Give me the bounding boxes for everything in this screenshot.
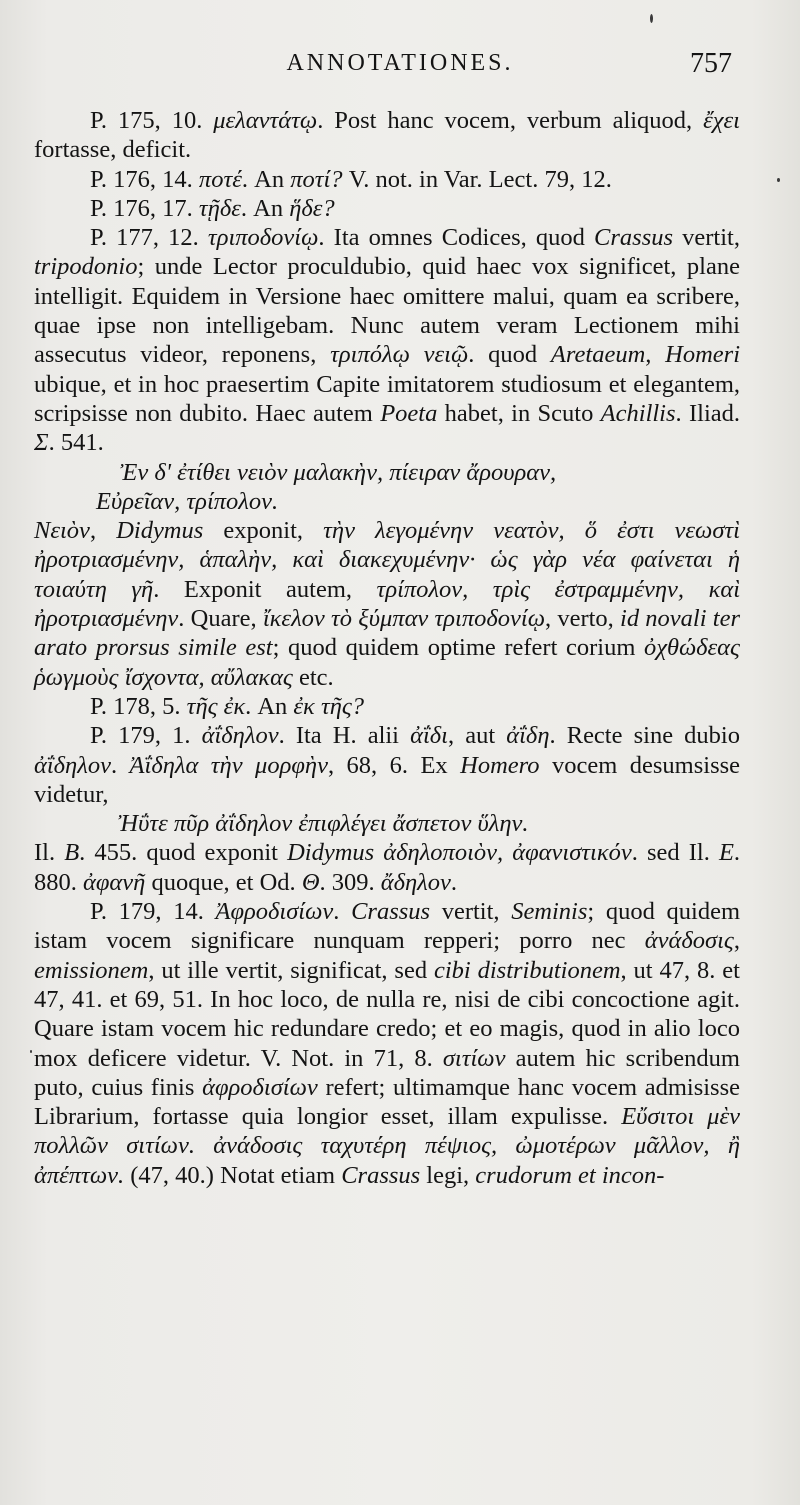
ink-speck xyxy=(30,1050,32,1053)
page-number: 757 xyxy=(690,48,732,79)
greek-text: τῇδε xyxy=(198,194,241,222)
italic-text: crudorum et incon- xyxy=(475,1161,665,1189)
italic-text: Poeta xyxy=(380,399,438,427)
greek-text: μελαντάτῳ xyxy=(213,107,318,134)
annotation-paragraph: P. 179, 14. Ἀφροδισίων. Crassus vertit, Seminis; quod quidem istam vocem significare nunquam repperi; porro nec ἀνάδοσις, emissionem, ut ille vertit, significat, sed cibi distributionem, ut 47, 8. et 47, 41. et 69, 51. In hoc loco, de nulla re, nisi de cibi concoctione agit. Quare istam vocem hic redundare credo; et eo magis, quod in alio loco mox deficere videtur. V. Not. in 71, 8. σιτίων autem hic scribendum puto, cuius finis ἀφροδισίων refert; ultimamque hanc vocem admisisse Librarium, fortasse quia longior esset, illam expulisse. Εὔσιτοι μὲν πολλῶν σιτίων. ἀνάδοσις ταχυτέρη πέψιος, ὠμοτέρων μᾶλλον, ἢ ἀπέπτων. (47, 40.) Notat etiam Crassus legi, crudorum et incon- xyxy=(34,898,740,1189)
greek-text: ποτέ xyxy=(198,165,242,193)
greek-text: ἥδε? xyxy=(289,194,335,222)
italic-text: Crassus xyxy=(594,224,674,252)
greek-text: ὀχθώδεας ῥωγμοὺς ἴσχοντα, αὔλακας xyxy=(34,634,740,691)
greek-text: Ε xyxy=(718,839,734,867)
greek-text: Θ xyxy=(301,868,320,896)
greek-text: Ἐν δ' ἐτίθει νειὸν μαλακὴν, πίειραν ἄρουραν, xyxy=(120,458,557,486)
greek-text: ἀΐδηλον xyxy=(201,722,279,750)
page-header xyxy=(0,50,800,86)
italic-text: Homero xyxy=(460,751,540,779)
italic-text: Aretaeum, Homeri xyxy=(550,341,740,369)
italic-text: Crassus xyxy=(351,898,431,926)
verse-quotation xyxy=(34,487,740,516)
annotation-paragraph: Il. Β. 455. quod exponit Didymus ἀδηλοποιὸν, ἀφανιστικόν. sed Il. Ε. 880. ἀφανῆ quoque, et Od. Θ. 309. ἄδηλον. xyxy=(34,839,741,896)
greek-text: ἀφροδισίων xyxy=(202,1073,318,1101)
greek-text: τῆς ἐκ xyxy=(186,692,246,720)
greek-text: ἀνάδοσις xyxy=(644,927,734,955)
italic-text: Achillis xyxy=(600,399,676,427)
italic-text: Didymus xyxy=(116,517,204,545)
annotation-paragraph: P. 177, 12. τριποδονίῳ. Ita omnes Codices, quod Crassus vertit, tripodonio; unde Lector proculdubio, quid haec vox significet, plane intelligit. Equidem in Versione haec omittere malui, quam ea scribere, quae ipse non intelligebam. Nunc autem veram Lectionem mihi assecutus videor, reponens, τριπόλῳ νειῷ. quod Aretaeum, Homeri ubique, et in hoc praesertim Capite imitatorem studiosum et elegantem, scripsisse non dubito. Haec autem Poeta habet, in Scuto Achillis. Iliad. Σ. 541. xyxy=(34,224,740,457)
italic-text: Didymus xyxy=(287,839,375,867)
italic-text: Crassus xyxy=(341,1161,421,1189)
ink-speck xyxy=(777,178,780,182)
greek-text: Σ xyxy=(34,429,49,457)
greek-text: ποτί? xyxy=(290,165,343,193)
greek-text: Ἀφροδισίων xyxy=(215,898,334,926)
annotation-text xyxy=(34,106,740,1190)
greek-text: τὴν λεγομένην νεατὸν, ὅ ἐστι νεωστὶ ἠροτριασμένην, ἁπαλὴν, καὶ διακεχυμένην· ὡς γὰρ νέα φαίνεται ἡ τοιαύτη γῆ xyxy=(34,517,740,603)
annotation-paragraph: P. 179, 1. ἀΐδηλον. Ita H. alii ἀΐδι, aut ἀΐδη. Recte sine dubio ἀΐδηλον. Ἀΐδηλα τὴν μορφὴν, 68, 6. Ex Homero vocem desumsisse videtur, xyxy=(34,722,741,808)
greek-text: τριποδονίῳ xyxy=(207,224,319,252)
annotation-paragraph: P. 175, 10. μελαντάτῳ. Post hanc vocem, verbum aliquod, ἔχει fortasse, deficit. xyxy=(34,107,740,164)
running-title: ANNOTATIONES. xyxy=(286,50,514,76)
annotation-paragraph: P. 178, 5. τῆς ἐκ. An ἐκ τῆς? xyxy=(90,692,365,720)
greek-text: ἐκ τῆς? xyxy=(293,692,365,720)
greek-text: σιτίων xyxy=(442,1044,506,1072)
greek-text: ἔχει xyxy=(703,107,740,134)
greek-text: Β xyxy=(64,839,80,867)
verse-quotation xyxy=(34,458,740,487)
italic-text: cibi distributionem xyxy=(433,956,621,984)
annotation-paragraph: P. 176, 14. ποτέ. An ποτί? V. not. in Var. Lect. 79, 12. xyxy=(90,165,612,193)
greek-text: ἄδηλον xyxy=(380,868,451,896)
greek-text: ἀφανῆ xyxy=(83,868,146,896)
greek-text: Ἠΰτε πῦρ ἀΐδηλον ἐπιφλέγει ἄσπετον ὕλην. xyxy=(118,810,529,838)
ink-speck xyxy=(650,14,653,23)
greek-text: ἀδηλοποιὸν, ἀφανιστικόν xyxy=(383,839,632,867)
italic-text: emissionem xyxy=(34,956,149,984)
greek-text: τρίπολον, τρὶς ἐστραμμένην, καὶ ἠροτριασμένην xyxy=(34,575,740,633)
greek-text: Εὐρεῖαν, τρίπολον. xyxy=(96,487,279,515)
greek-text: ἀΐδηλον xyxy=(34,751,111,779)
greek-text: Νειὸν xyxy=(34,517,90,545)
verse-quotation xyxy=(34,809,740,838)
greek-text: Ἀΐδηλα τὴν μορφὴν xyxy=(129,751,328,779)
greek-text: τριπόλῳ νειῷ xyxy=(330,341,469,369)
greek-text: ἀΐδη xyxy=(506,722,550,750)
annotation-paragraph: P. 176, 17. τῇδε. An ἥδε? xyxy=(90,194,335,222)
italic-text: tripodonio xyxy=(34,253,138,281)
greek-text: ἀΐδι xyxy=(410,722,448,750)
italic-text: id novali ter arato prorsus simile est xyxy=(34,605,740,662)
greek-text: Εὔσιτοι μὲν πολλῶν σιτίων. ἀνάδοσις ταχυτέρη πέψιος, ὠμοτέρων μᾶλλον, ἢ ἀπέπτων. xyxy=(34,1103,740,1189)
greek-text: ἴκελον τὸ ξύμπαν τριποδονίῳ xyxy=(262,605,545,633)
annotation-paragraph: Νειὸν, Didymus exponit, τὴν λεγομένην νεατὸν, ὅ ἐστι νεωστὶ ἠροτριασμένην, ἁπαλὴν, καὶ διακεχυμένην· ὡς γὰρ νέα φαίνεται ἡ τοιαύτη γῆ. Exponit autem, τρίπολον, τρὶς ἐστραμμένην, καὶ ἠροτριασμένην. Quare, ἴκελον τὸ ξύμπαν τριποδονίῳ, verto, id novali ter arato prorsus simile est; quod quidem optime refert corium ὀχθώδεας ῥωγμοὺς ἴσχοντα, αὔλακας etc. xyxy=(34,517,740,691)
italic-text: Seminis xyxy=(511,898,588,926)
